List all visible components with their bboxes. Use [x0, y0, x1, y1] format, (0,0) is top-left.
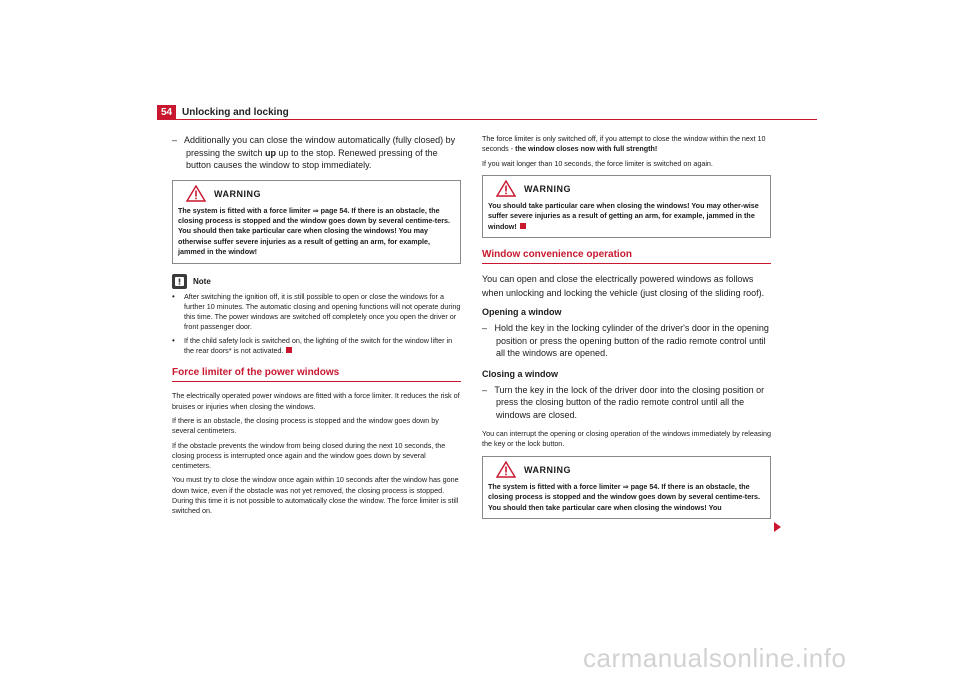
- step-switch-name: up: [265, 147, 277, 158]
- watermark: carmanualsonline.info: [583, 643, 847, 673]
- warning-title: WARNING: [524, 183, 571, 194]
- paragraph: You must try to close the window once again within 10 seconds after the window has gone down twice, even if the obstacle was not yet removed, the closing process is stopped. During this time it is not possible to automatically close the window. The force limiter is still switched on.: [172, 475, 459, 516]
- warning-triangle-icon: [496, 461, 516, 478]
- warning-box-force-limiter: [172, 180, 461, 264]
- section-title-force-limiter: Force limiter of the power windows: [172, 366, 461, 382]
- section-title-window-convenience: Window convenience operation: [482, 248, 771, 264]
- paragraph: The electrically operated power windows are fitted with a force limiter. It reduces the risk of bruises or injuries when closing the windows.: [172, 391, 460, 411]
- warning-text: The system is fitted with a force limiter ⇒ page 54. If there is an obstacle, the closing process is stopped and the window goes down by several centime-ters. You should then take particular care when closing the windows! You: [488, 481, 760, 512]
- page-reference-arrow: ⇒: [312, 205, 319, 215]
- closing-window-step: – Turn the key in the lock of the driver door into the closing position or press the closing button of the radio remote control until all the windows are closed.: [482, 384, 765, 420]
- page-header-title: Unlocking and locking: [182, 107, 289, 118]
- warning-text: The system is fitted with a force limiter ⇒ page 54. If there is an obstacle, the closing process is stopped and the window goes down by several centime-ters. You should then take particular care when closing the windows! You may otherwise suffer severe injuries as a result of getting an arm, for example, jammed in the window!: [178, 205, 450, 257]
- paragraph: The force limiter is only switched off, if you attempt to close the window within the next 10 seconds - the window closes now with full strength!: [482, 134, 766, 154]
- full-strength-emphasis: the window closes now with full strength!: [515, 144, 658, 154]
- warning-box-force-limiter-continued: [482, 456, 771, 519]
- header-rule: [172, 119, 817, 120]
- warning-triangle-icon: [186, 185, 206, 202]
- warning-title: WARNING: [214, 188, 261, 199]
- end-of-section-icon: [286, 347, 292, 353]
- page-number: 54: [157, 105, 176, 120]
- auto-close-step: [172, 134, 461, 172]
- end-of-section-icon: [520, 223, 526, 229]
- closing-window-heading: Closing a window: [482, 368, 558, 379]
- paragraph: If you wait longer than 10 seconds, the force limiter is switched on again.: [482, 158, 713, 168]
- note-icon: [172, 274, 187, 289]
- step-text-after: up to the stop. Renewed pressing of the button causes the window to stop immediately.: [186, 147, 438, 170]
- note-heading: [172, 274, 461, 289]
- step-text-before: Additionally you can close the window automatically (fully closed) by pressing the switch: [184, 135, 456, 158]
- note-bullet: • If the child safety lock is switched on, the lighting of the switch for the window lifter in the rear doors* is not activated.: [172, 335, 453, 356]
- right-column: [482, 134, 771, 529]
- left-column: [172, 134, 461, 521]
- warning-title: WARNING: [524, 464, 571, 475]
- warning-triangle-icon: [496, 180, 516, 197]
- continue-arrow-icon: [774, 522, 781, 532]
- paragraph: If the obstacle prevents the window from being closed during the next 10 seconds, the closing process is interrupted once again and the window goes down by several centimeters.: [172, 440, 446, 471]
- paragraph: If there is an obstacle, the closing process is stopped and the window goes down by several centimeters.: [172, 415, 439, 436]
- note-title: Note: [193, 276, 211, 286]
- step-dash: –: [172, 135, 178, 145]
- page-reference-arrow: ⇒: [622, 481, 629, 491]
- intro-paragraph: You can open and close the electrically powered windows as follows when unlocking and locking the vehicle (just closing of the sliding roof).: [482, 274, 765, 298]
- note-bullet: • After switching the ignition off, it is still possible to open or close the windows for a further 10 minutes. The automatic closing and opening functions will not operate during this time. The power windows are switched off completely once you open the driver or front passenger door.: [172, 291, 461, 332]
- opening-window-heading: Opening a window: [482, 307, 562, 318]
- opening-window-step: – Hold the key in the locking cylinder of the driver's door in the opening position or press the opening button of the radio remote control until all the windows are opened.: [482, 323, 769, 359]
- interrupt-paragraph: You can interrupt the opening or closing operation of the windows immediately by releasing the key or the lock button.: [482, 429, 772, 449]
- warning-box-take-care: [482, 175, 771, 238]
- warning-text: You should take particular care when closing the windows! You may other-wise suffer severe injuries as a result of getting an arm, for example, jammed in the window!: [488, 200, 759, 231]
